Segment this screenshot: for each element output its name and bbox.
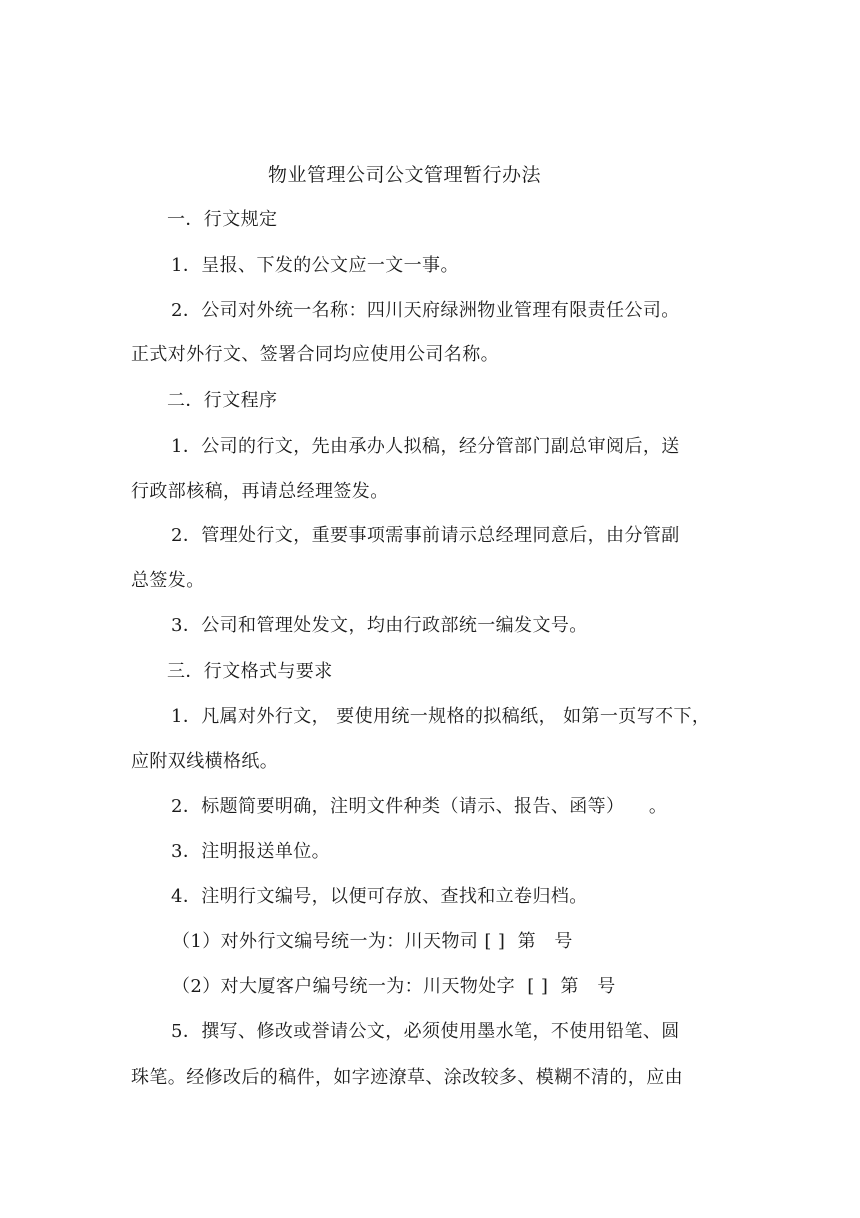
paragraph-line: 应附双线横格纸。 (131, 751, 279, 772)
paragraph-line: 1．呈报、下发的公文应一文一事。 (171, 255, 459, 276)
paragraph-line: 4．注明行文编号，以便可存放、查找和立卷归档。 (171, 886, 588, 907)
paragraph-line: （2）对大厦客户编号统一为：川天物处字 [ ] 第 号 (172, 976, 616, 997)
paragraph-line: 2．公司对外统一名称：四川天府绿洲物业管理有限责任公司。 (171, 300, 680, 321)
paragraph-line: 3．注明报送单位。 (171, 841, 331, 862)
paragraph-line: 行政部核稿，再请总经理签发。 (131, 481, 389, 502)
paragraph-line: 2．管理处行文，重要事项需事前请示总经理同意后，由分管副 (171, 525, 680, 546)
paragraph-line: 2．标题简要明确，注明文件种类（请示、报告、函等） 。 (171, 796, 668, 817)
paragraph-line: （1）对外行文编号统一为：川天物司 [ ] 第 号 (172, 931, 573, 952)
section-heading-1: 一．行文规定 (167, 209, 278, 230)
paragraph-line: 1．公司的行文，先由承办人拟稿，经分管部门副总审阅后，送 (171, 436, 680, 457)
paragraph-line: 正式对外行文、签署合同均应使用公司名称。 (131, 344, 499, 365)
document-title: 物业管理公司公文管理暂行办法 (268, 164, 542, 186)
section-heading-3: 三．行文格式与要求 (167, 661, 333, 682)
paragraph-line: 珠笔。经修改后的稿件，如字迹潦草、涂改较多、模糊不清的，应由 (131, 1067, 683, 1088)
paragraph-line: 1．凡属对外行文， 要使用统一规格的拟稿纸， 如第一页写不下， (171, 706, 711, 727)
paragraph-line: 5．撰写、修改或誉请公文，必须使用墨水笔，不使用铅笔、圆 (171, 1021, 680, 1042)
paragraph-line: 3．公司和管理处发文，均由行政部统一编发文号。 (171, 615, 588, 636)
section-heading-2: 二．行文程序 (167, 390, 278, 411)
paragraph-line: 总签发。 (131, 570, 205, 591)
